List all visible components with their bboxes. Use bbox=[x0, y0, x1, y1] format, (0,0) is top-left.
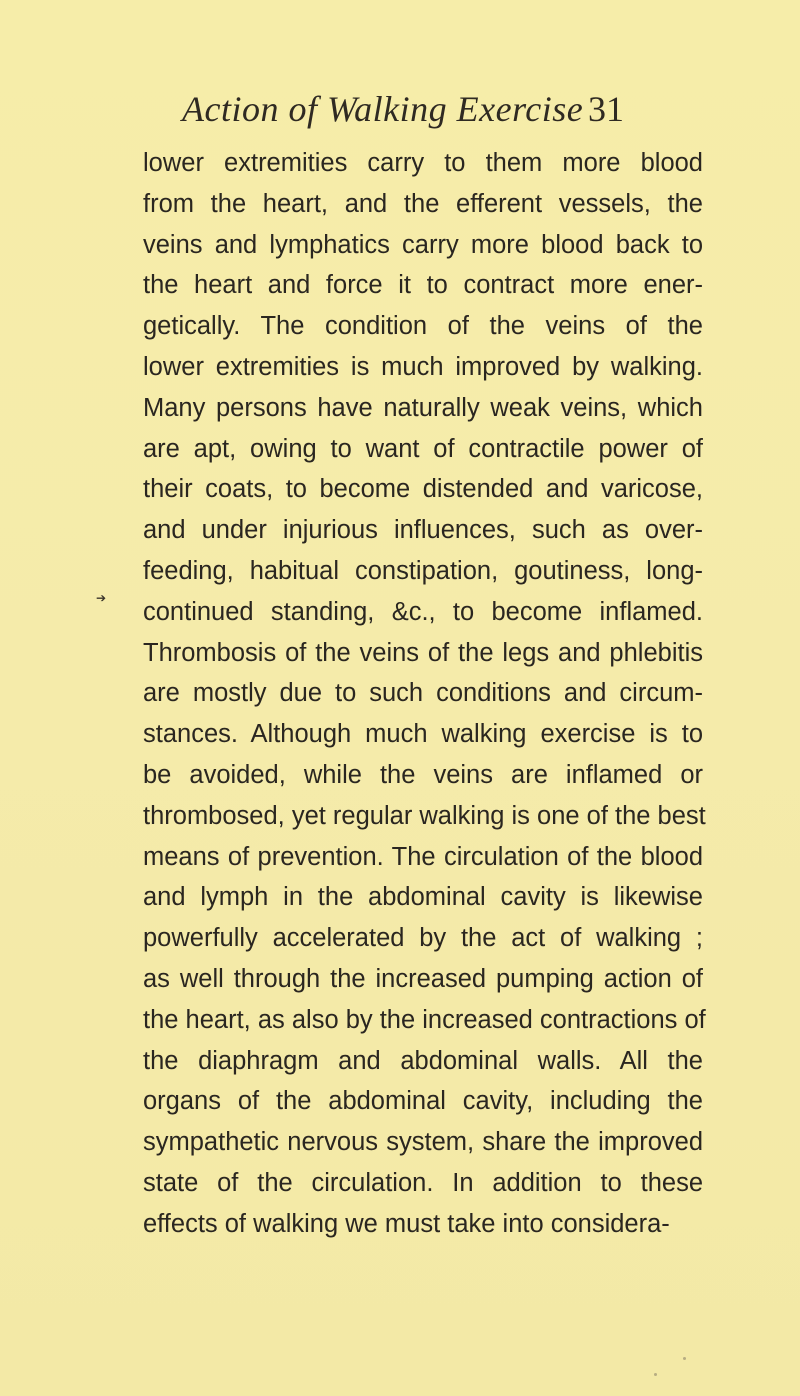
text-line: powerfully accelerated by the act of walking ; bbox=[143, 924, 703, 953]
text-line: veins and lymphatics carry more blood back to bbox=[143, 230, 703, 259]
text-line: means of prevention. The circulation of the blood bbox=[143, 842, 703, 871]
text-line: the heart and force it to contract more ener- bbox=[143, 271, 703, 300]
text-line: and under injurious influences, such as over- bbox=[143, 516, 703, 545]
text-line: their coats, to become distended and varicose, bbox=[143, 475, 703, 504]
text-line: getically. The condition of the veins of the bbox=[143, 312, 703, 341]
text-line: as well through the increased pumping action of bbox=[143, 964, 703, 993]
text-line: lower extremities carry to them more blood bbox=[143, 149, 703, 177]
text-line: are mostly due to such conditions and circum- bbox=[143, 679, 703, 708]
margin-mark-icon: ➔ bbox=[96, 591, 107, 605]
text-line: are apt, owing to want of contractile power of bbox=[143, 434, 703, 463]
text-line: stances. Although much walking exercise is to bbox=[143, 720, 703, 749]
text-line: state of the circulation. In addition to these bbox=[143, 1168, 703, 1197]
running-title: Action of Walking Exercise bbox=[182, 89, 584, 129]
page-number: 31 bbox=[588, 89, 624, 129]
text-line: Thrombosis of the veins of the legs and phlebitis bbox=[143, 638, 703, 667]
text-line: continued standing, &c., to become inflamed. bbox=[143, 597, 703, 626]
text-line: feeding, habitual constipation, goutiness, long- bbox=[143, 556, 703, 585]
running-head bbox=[0, 88, 800, 136]
text-line: effects of walking we must take into considera- bbox=[143, 1209, 670, 1238]
text-line: Many persons have naturally weak veins, which bbox=[143, 393, 703, 422]
text-line: the diaphragm and abdominal walls. All the bbox=[143, 1046, 703, 1075]
text-line: from the heart, and the efferent vessels, the bbox=[143, 189, 703, 218]
text-line: the heart, as also by the increased contractions of bbox=[143, 1005, 706, 1034]
text-line: sympathetic nervous system, share the improved bbox=[143, 1128, 703, 1157]
text-line: and lymph in the abdominal cavity is likewise bbox=[143, 883, 703, 912]
text-line: lower extremities is much improved by walking. bbox=[143, 352, 703, 381]
paper-speck bbox=[683, 1357, 686, 1360]
paper-speck bbox=[654, 1373, 657, 1376]
text-line: thrombosed, yet regular walking is one of the best bbox=[143, 801, 706, 830]
body-text bbox=[143, 143, 706, 1245]
text-line: organs of the abdominal cavity, including the bbox=[143, 1087, 703, 1116]
text-line: be avoided, while the veins are inflamed or bbox=[143, 760, 703, 789]
